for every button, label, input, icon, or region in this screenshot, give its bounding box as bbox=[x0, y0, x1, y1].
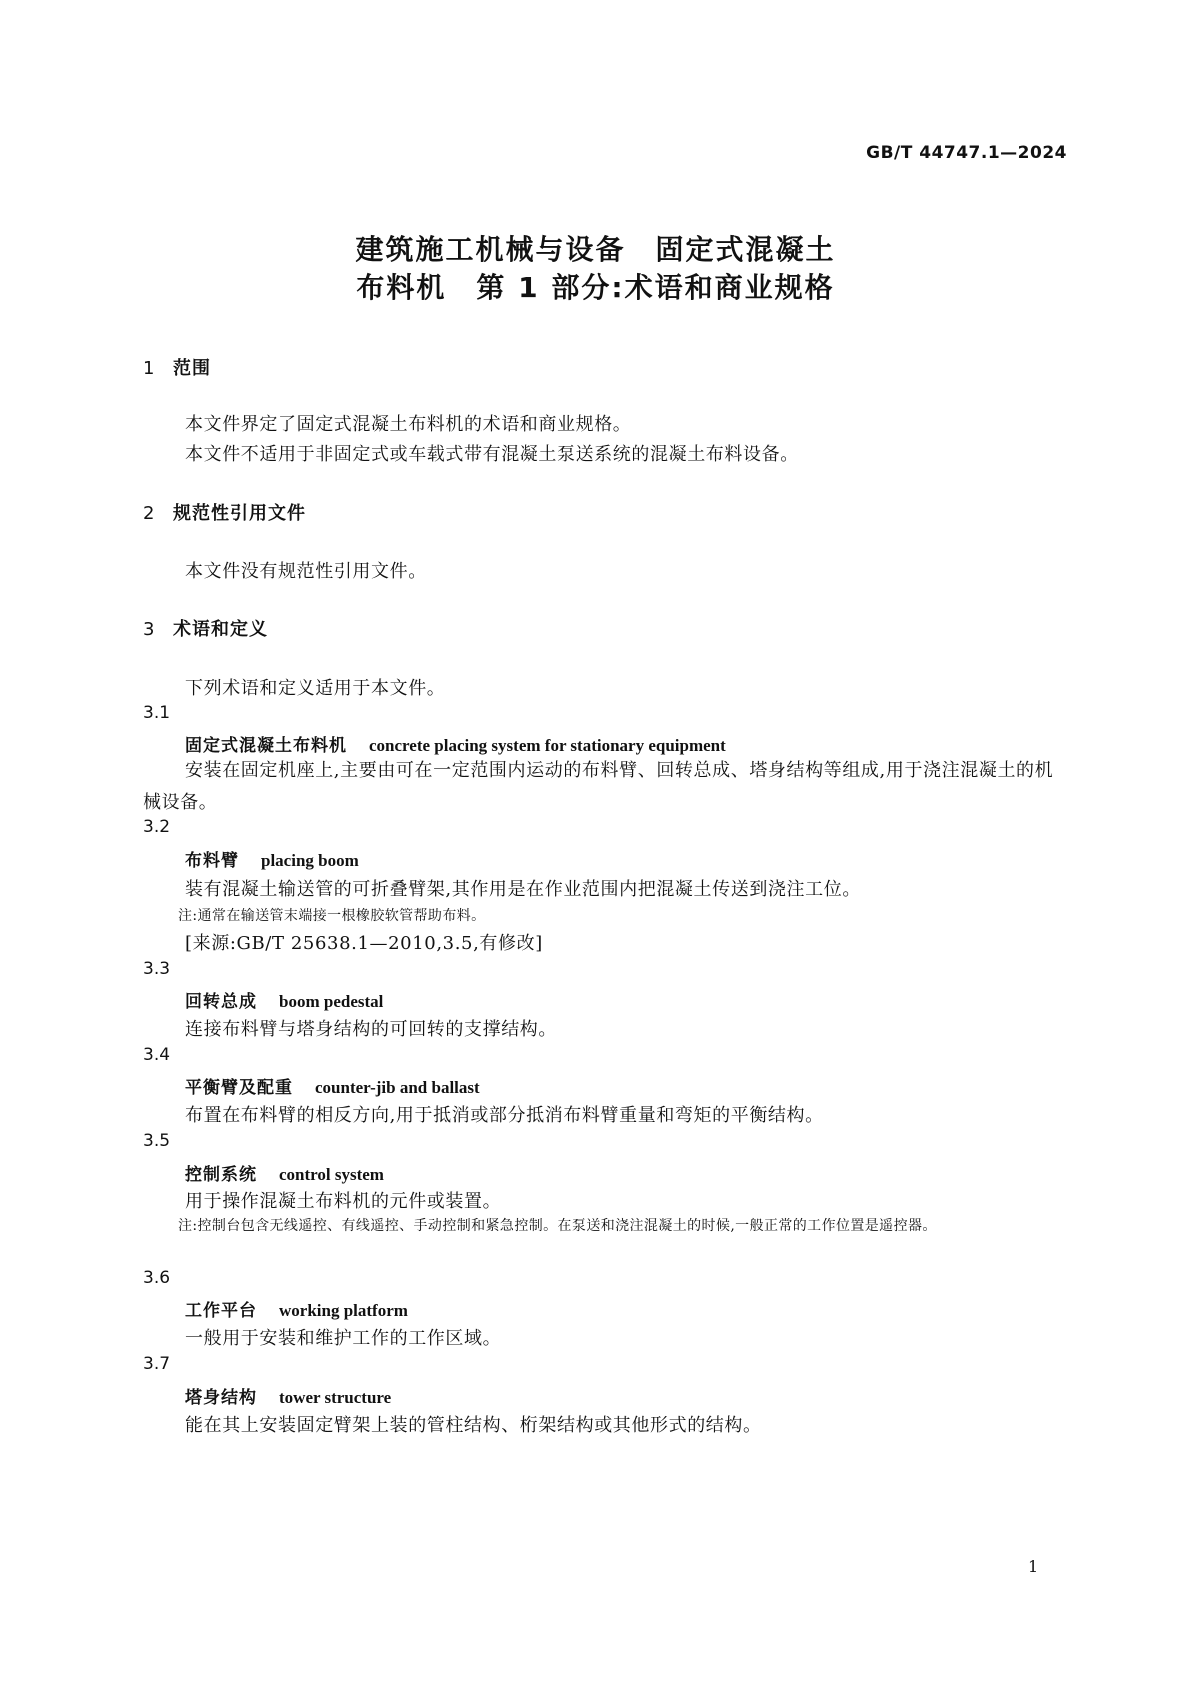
term-entry bbox=[185, 846, 359, 871]
term-definition: 一般用于安装和维护工作的工作区域。 bbox=[185, 1328, 502, 1349]
term-en: control system bbox=[279, 1165, 384, 1184]
section-heading-normative-references bbox=[143, 499, 306, 525]
term-entry bbox=[185, 1160, 384, 1185]
term-entry bbox=[185, 731, 726, 756]
term-entry bbox=[185, 987, 383, 1012]
section-number: 1 bbox=[143, 358, 156, 379]
term-zh: 布料臂 bbox=[185, 851, 239, 871]
section-title: 范围 bbox=[173, 358, 211, 379]
term-definition: 安装在固定机座上,主要由可在一定范围内运动的布料臂、回转总成、塔身结构等组成,用于浇注混凝土的机械设备。 bbox=[143, 760, 1054, 813]
term-definition: 能在其上安装固定臂架上装的管柱结构、桁架结构或其他形式的结构。 bbox=[185, 1415, 762, 1436]
term-definition: 连接布料臂与塔身结构的可回转的支撑结构。 bbox=[185, 1019, 557, 1040]
term-en: counter-jib and ballast bbox=[315, 1078, 480, 1097]
section-heading-scope bbox=[143, 354, 211, 380]
term-note: 注:通常在输送管末端接一根橡胶软管帮助布料。 bbox=[178, 908, 486, 924]
term-number: 3.4 bbox=[143, 1045, 171, 1065]
term-zh: 控制系统 bbox=[185, 1165, 257, 1185]
term-zh: 回转总成 bbox=[185, 992, 257, 1012]
term-entry bbox=[185, 1383, 391, 1408]
term-en: concrete placing system for stationary equipment bbox=[369, 736, 726, 755]
term-en: working platform bbox=[279, 1301, 408, 1320]
term-number: 3.3 bbox=[143, 959, 171, 979]
document-title-line-2: 布料机 第 1 部分:术语和商业规格 bbox=[356, 271, 835, 304]
paragraph: 本文件不适用于非固定式或车载式带有混凝土泵送系统的混凝土布料设备。 bbox=[185, 444, 799, 465]
term-number: 3.6 bbox=[143, 1268, 171, 1288]
page-number: 1 bbox=[1028, 1557, 1039, 1576]
term-definition: 用于操作混凝土布料机的元件或装置。 bbox=[185, 1191, 502, 1212]
term-zh: 平衡臂及配重 bbox=[185, 1078, 293, 1098]
term-definition: 装有混凝土输送管的可折叠臂架,其作用是在作业范围内把混凝土传送到浇注工位。 bbox=[185, 879, 861, 900]
term-source: [来源:GB/T 25638.1—2010,3.5,有修改] bbox=[185, 933, 543, 954]
term-en: tower structure bbox=[279, 1388, 392, 1407]
term-en: boom pedestal bbox=[279, 992, 384, 1011]
term-note: 注:控制台包含无线遥控、有线遥控、手动控制和紧急控制。在泵送和浇注混凝土的时候,一般正常的工作位置是遥控器。 bbox=[178, 1218, 937, 1234]
paragraph: 本文件界定了固定式混凝土布料机的术语和商业规格。 bbox=[185, 414, 632, 435]
term-en: placing boom bbox=[261, 851, 359, 870]
term-zh: 固定式混凝土布料机 bbox=[185, 736, 347, 756]
section-title: 规范性引用文件 bbox=[173, 503, 306, 524]
section-number: 2 bbox=[143, 503, 156, 524]
term-number: 3.1 bbox=[143, 703, 171, 723]
term-entry bbox=[185, 1073, 480, 1098]
term-entry bbox=[185, 1296, 408, 1321]
section-title: 术语和定义 bbox=[173, 619, 268, 640]
paragraph: 下列术语和定义适用于本文件。 bbox=[185, 678, 446, 699]
term-zh: 工作平台 bbox=[185, 1301, 257, 1321]
term-number: 3.2 bbox=[143, 817, 171, 837]
term-number: 3.5 bbox=[143, 1131, 171, 1151]
term-zh: 塔身结构 bbox=[185, 1388, 257, 1408]
document-title-line-1: 建筑施工机械与设备 固定式混凝土 bbox=[355, 233, 836, 266]
term-number: 3.7 bbox=[143, 1354, 171, 1374]
term-definition: 布置在布料臂的相反方向,用于抵消或部分抵消布料臂重量和弯矩的平衡结构。 bbox=[185, 1105, 824, 1126]
paragraph: 本文件没有规范性引用文件。 bbox=[185, 561, 427, 582]
section-number: 3 bbox=[143, 619, 156, 640]
standard-code: GB/T 44747.1—2024 bbox=[866, 143, 1067, 163]
section-heading-terms-definitions bbox=[143, 615, 268, 641]
